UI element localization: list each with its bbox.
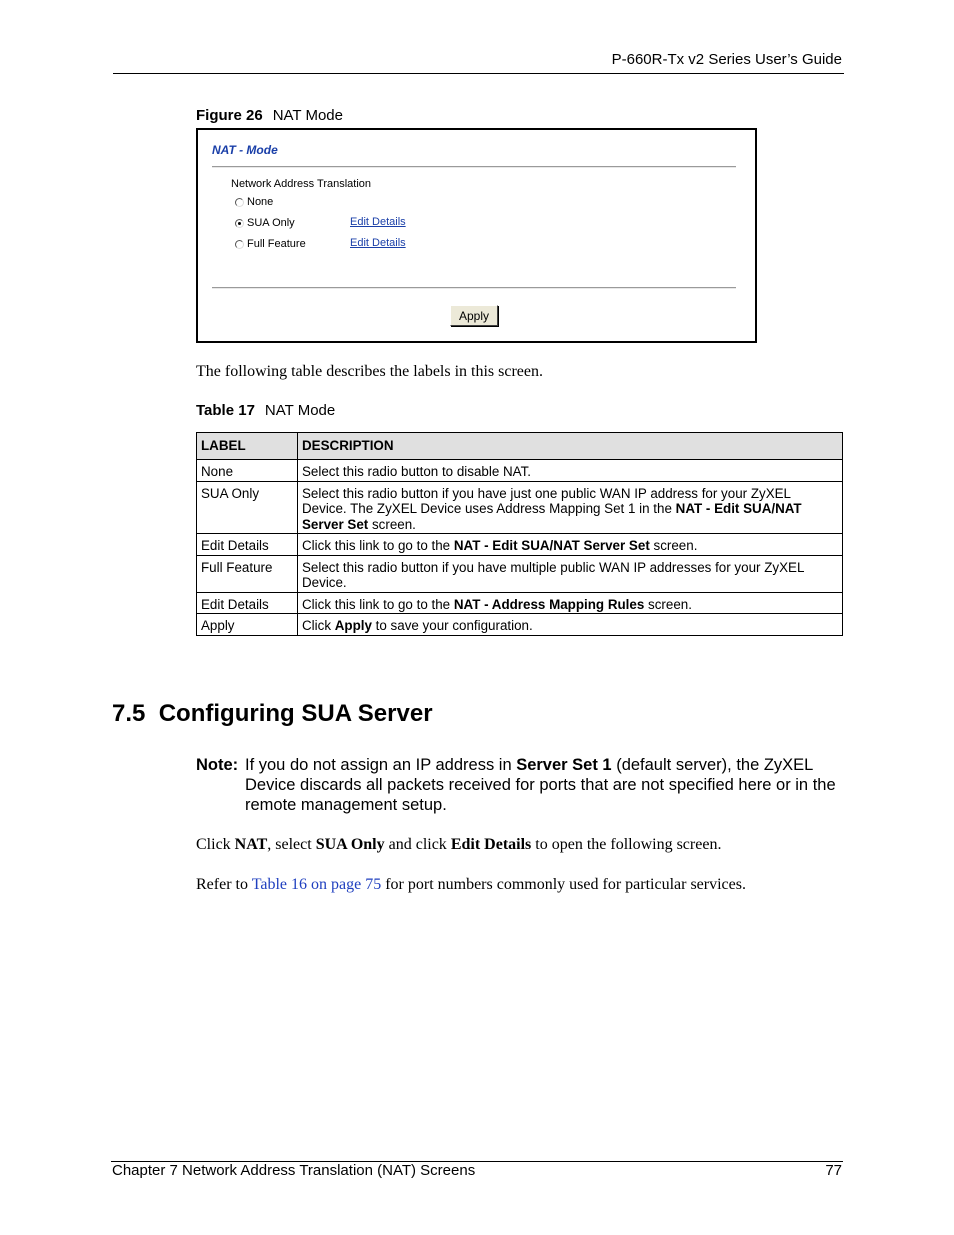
bold-text: NAT - Address Mapping Rules <box>453 596 645 612</box>
table-caption <box>196 402 335 419</box>
radio-row-full-feature[interactable] <box>235 238 306 250</box>
header-rule <box>113 73 844 74</box>
note-label: Note: <box>196 756 239 774</box>
refer-before: Refer to <box>196 876 252 893</box>
table-row <box>197 614 843 636</box>
row-label-cell: SUA Only <box>197 481 298 534</box>
edit-details-link-sua[interactable]: Edit Details <box>350 216 406 228</box>
text-run: Click <box>302 618 335 633</box>
text-run: Click <box>196 836 235 853</box>
bold-text: NAT - Edit SUA/NAT Server Set <box>453 538 650 553</box>
text-run: Click this link to go to the <box>302 596 454 612</box>
refer-after: for port numbers commonly used for particular services. <box>381 876 746 893</box>
radio-sua-only[interactable] <box>235 219 244 228</box>
radio-full-feature-label: Full Feature <box>247 238 306 250</box>
row-label-cell: Edit Details <box>197 534 298 556</box>
bold-text: Edit Details <box>450 836 532 853</box>
refer-paragraph <box>196 876 746 894</box>
text-run: and click <box>384 836 451 853</box>
section-number: 7.5 <box>112 700 146 727</box>
text-run: screen. <box>649 538 698 553</box>
text-run: Select this radio button if you have multiple public WAN IP addresses for your ZyXEL Device. <box>302 559 804 590</box>
radio-full-feature[interactable] <box>235 240 244 249</box>
row-label-cell: Full Feature <box>197 555 298 592</box>
footer-chapter: Chapter 7 Network Address Translation (NAT) Screens <box>112 1162 476 1179</box>
row-description-cell <box>298 534 843 556</box>
table-label: Table 17 <box>196 402 255 419</box>
row-label-cell: None <box>197 460 298 482</box>
labels-table-wrapper <box>196 432 843 636</box>
bold-text: SUA Only <box>315 836 385 853</box>
table-row <box>197 592 843 614</box>
labels-table <box>196 432 843 636</box>
nat-mode-title: NAT - Mode <box>212 143 278 157</box>
click-instructions <box>196 836 721 854</box>
bold-text: NAT <box>234 836 268 853</box>
row-label-cell: Edit Details <box>197 592 298 614</box>
text-run: If you do not assign an IP address in <box>245 756 517 774</box>
apply-button[interactable]: Apply <box>450 305 498 326</box>
text-run: screen. <box>644 596 692 612</box>
intro-paragraph: The following table describes the labels in this screen. <box>196 363 544 380</box>
figure-label: Figure 26 <box>196 107 263 124</box>
table-row <box>197 481 843 534</box>
bold-text: Apply <box>334 618 372 633</box>
table-title: NAT Mode <box>264 402 336 419</box>
row-description-cell <box>298 555 843 592</box>
section-heading <box>112 700 433 728</box>
row-description-cell <box>298 592 843 614</box>
text-run: Select this radio button to disable NAT. <box>302 464 532 479</box>
text-run: to save your configuration. <box>371 618 533 633</box>
radio-row-none[interactable] <box>235 196 273 208</box>
row-description-cell <box>298 460 843 482</box>
table-header-row <box>197 433 843 460</box>
text-run: (default server), the ZyXEL Device discards all packets received for ports that are not specified here or in the remote management setup. <box>245 756 836 814</box>
figure-caption <box>196 107 343 124</box>
text-run: to open the following screen. <box>531 836 722 853</box>
radio-none-label: None <box>247 196 274 208</box>
row-description-cell <box>298 614 843 636</box>
text-run: Click this link to go to the <box>302 538 454 553</box>
radio-row-sua-only[interactable] <box>235 217 295 229</box>
running-header: P-660R-Tx v2 Series User’s Guide <box>611 51 842 68</box>
apply-divider <box>212 287 736 289</box>
radio-sua-only-label: SUA Only <box>247 217 295 229</box>
nat-group-label: Network Address Translation <box>231 178 372 190</box>
text-run: screen. <box>368 516 416 532</box>
title-divider <box>212 166 736 168</box>
table-body <box>197 460 843 636</box>
note-body <box>245 755 846 815</box>
page-number: 77 <box>825 1162 842 1179</box>
row-description-cell <box>298 481 843 534</box>
bold-text: Server Set 1 <box>516 756 612 774</box>
column-header-label: LABEL <box>197 433 298 460</box>
table-row <box>197 555 843 592</box>
row-label-cell: Apply <box>197 614 298 636</box>
nat-mode-screenshot <box>196 128 757 343</box>
text-run: Select this radio button if you have just one public WAN IP address for your ZyXEL Device. The ZyXEL Device uses Address Mapping Set 1 in the <box>302 485 791 516</box>
text-run: , select <box>267 836 316 853</box>
section-title: Configuring SUA Server <box>158 700 433 727</box>
column-header-description: DESCRIPTION <box>298 433 843 460</box>
bold-text: NAT - Edit SUA/NAT Server Set <box>302 501 802 532</box>
edit-details-link-full[interactable]: Edit Details <box>350 237 406 249</box>
table-row <box>197 460 843 482</box>
radio-none[interactable] <box>235 198 244 207</box>
table-16-link[interactable]: Table 16 on page 75 <box>251 876 382 893</box>
table-row <box>197 534 843 556</box>
figure-title: NAT Mode <box>272 107 343 124</box>
note-block <box>196 755 846 815</box>
